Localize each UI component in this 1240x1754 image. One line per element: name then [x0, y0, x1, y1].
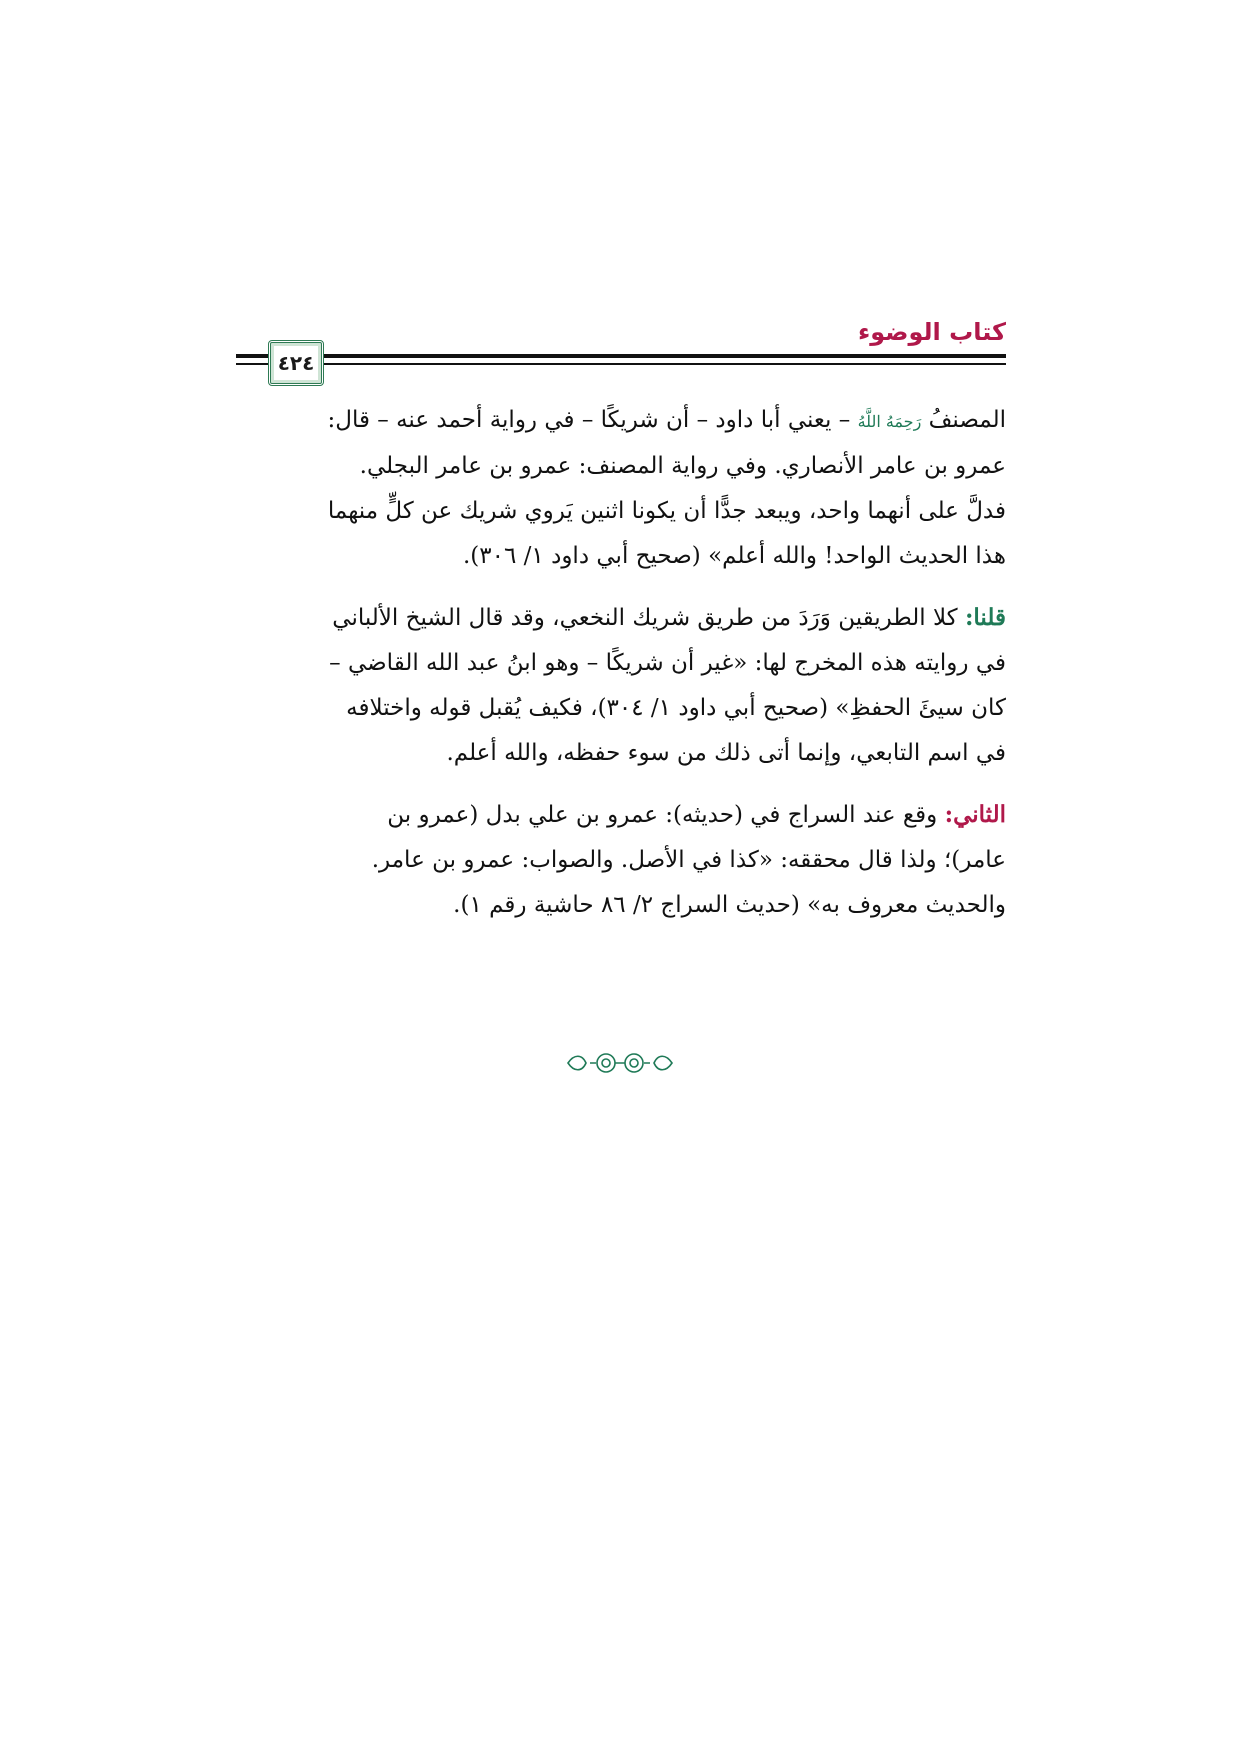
paragraph-1-line-3: فدلَّ على أنهما واحد، ويبعد جدًّا أن يكونا اثنين يَروي شريك عن كلٍّ منهما: [327, 498, 1006, 524]
paragraph-3: [236, 792, 1006, 928]
header-rule-top: [236, 354, 1006, 358]
paragraph-3-line-1: وقع عند السراج في (حديثه): عمرو بن علي بدل (عمرو بن: [387, 802, 945, 828]
paragraph-1-start: المصنفُ: [921, 407, 1006, 433]
paragraph-2-line-1: كلا الطريقين وَرَدَ من طريق شريك النخعي، وقد قال الشيخ الألباني: [332, 605, 965, 631]
paragraph-2-line-2: في روايته هذه المخرج لها: «غير أن شريكًا – وهو ابنُ عبد الله القاضي –: [329, 650, 1006, 676]
page-number: ٤٢٤: [277, 351, 315, 375]
page-number-badge: [268, 340, 324, 386]
book-title: كتاب الوضوء: [857, 318, 1006, 346]
paragraph-2: [236, 595, 1006, 776]
second-label: الثاني:: [944, 801, 1006, 828]
qulna-label: قلنا:: [964, 604, 1006, 631]
paragraph-3-line-3: والحديث معروف به» (حديث السراج ٢/ ٨٦ حاشية رقم ١).: [453, 892, 1006, 918]
paragraph-2-line-4: في اسم التابعي، وإنما أتى ذلك من سوء حفظه، والله أعلم.: [446, 740, 1006, 766]
page-header: [236, 318, 1006, 390]
paragraph-1-line-4: هذا الحديث الواحد! والله أعلم» (صحيح أبي داود ١/ ٣٠٦).: [462, 543, 1006, 569]
header-rule-bottom: [236, 363, 1006, 365]
paragraph-1: [236, 398, 1006, 579]
paragraph-2-line-3: كان سيئَ الحفظِ» (صحيح أبي داود ١/ ٣٠٤)، فكيف يُقبل قوله واختلافه: [346, 695, 1006, 721]
floral-divider-icon: [560, 1048, 680, 1078]
paragraph-1-line-2: عمرو بن عامر الأنصاري. وفي رواية المصنف: عمرو بن عامر البجلي.: [359, 453, 1006, 479]
honorific-glyph: رَحِمَهُ اللَّهُ: [857, 412, 922, 431]
page-body: [236, 398, 1006, 944]
paragraph-3-line-2: عامر)؛ ولذا قال محققه: «كذا في الأصل. والصواب: عمرو بن عامر.: [371, 847, 1006, 873]
paragraph-1-line-1: – يعني أبا داود – أن شريكًا – في رواية أحمد عنه – قال:: [327, 407, 858, 433]
